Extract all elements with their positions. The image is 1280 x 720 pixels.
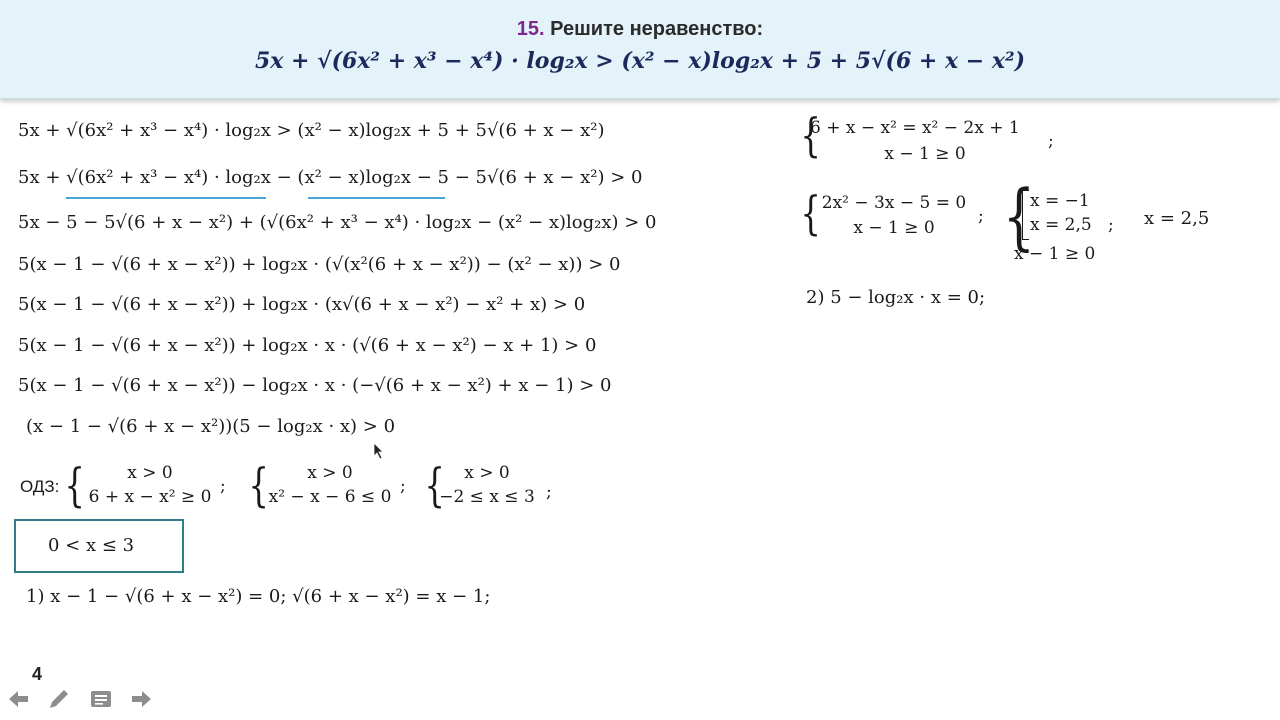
right-separator-c: ; <box>1108 215 1114 235</box>
case-2: 2) 5 − log₂x · x = 0; <box>806 287 986 308</box>
pen-icon[interactable] <box>46 686 72 712</box>
forward-arrow-icon[interactable] <box>128 686 154 712</box>
right-separator-a: ; <box>1048 131 1054 151</box>
task-header <box>0 0 1280 99</box>
odz-separator-1: ; <box>220 476 226 496</box>
task-title <box>0 18 1280 41</box>
sysA-row1: 6 + x − x² = x² − 2x + 1 <box>810 118 1020 138</box>
brace-system-a: { <box>800 108 821 162</box>
odz-label: ОДЗ: <box>20 477 60 496</box>
sysC-set-row2: x = 2,5 <box>1030 215 1092 235</box>
mouse-cursor-icon <box>373 442 385 460</box>
step-7: 5(x − 1 − √(6 + x − x²)) − log₂x · x · (−√(6 + x − x²) + x − 1) > 0 <box>18 375 612 396</box>
domain-result: 0 < x ≤ 3 <box>48 535 135 556</box>
brace-odz-3: { <box>424 458 445 512</box>
set-bracket <box>1022 190 1029 240</box>
sysC-condition: x − 1 ≥ 0 <box>1014 244 1096 264</box>
task-title-text: Решите неравенство: <box>550 18 764 40</box>
step-4: 5(x − 1 − √(6 + x − x²)) + log₂x · (√(x²(6 + x − x²)) − (x² − x)) > 0 <box>18 254 621 275</box>
right-separator-b: ; <box>978 206 984 226</box>
slide-number: 4 <box>32 664 43 684</box>
brace-odz-2: { <box>248 458 269 512</box>
step-5: 5(x − 1 − √(6 + x − x²)) + log₂x · (x√(6 + x − x²) − x² + x) > 0 <box>18 294 586 315</box>
step-1: 5x + √(6x² + x³ − x⁴) · log₂x > (x² − x)log₂x + 5 + 5√(6 + x − x²) <box>18 120 605 141</box>
brace-system-b: { <box>800 186 821 240</box>
task-number: 15. <box>516 18 545 40</box>
case-1: 1) x − 1 − √(6 + x − x²) = 0; √(6 + x − x²) = x − 1; <box>26 586 491 607</box>
brace-odz-1: { <box>64 458 85 512</box>
odz3-row2: −2 ≤ x ≤ 3 <box>439 487 535 507</box>
odz1-row1: x > 0 <box>127 463 173 483</box>
back-arrow-icon[interactable] <box>6 686 32 712</box>
brace-system-c: { <box>1002 174 1035 258</box>
step-3: 5x − 5 − 5√(6 + x − x²) + (√(6x² + x³ − x⁴) · log₂x − (x² − x)log₂x) > 0 <box>18 212 657 233</box>
odz1-row2: 6 + x − x² ≥ 0 <box>88 487 212 507</box>
odz-separator-3: ; <box>546 482 552 502</box>
task-formula: 5x + √(6x² + x³ − x⁴) · log₂x > (x² − x)log₂x + 5 + 5√(6 + x − x²) <box>254 48 1026 74</box>
sysA-row2: x − 1 ≥ 0 <box>884 144 966 164</box>
right-answer: x = 2,5 <box>1144 208 1210 229</box>
sysB-row1: 2x² − 3x − 5 = 0 <box>821 193 967 213</box>
odz-separator-2: ; <box>400 476 406 496</box>
menu-icon[interactable] <box>88 686 114 712</box>
sysB-row2: x − 1 ≥ 0 <box>853 218 935 238</box>
sysC-set-row1: x = −1 <box>1030 191 1090 211</box>
odz3-row1: x > 0 <box>464 463 510 483</box>
step-8: (x − 1 − √(6 + x − x²))(5 − log₂x · x) > 0 <box>26 416 396 437</box>
odz2-row2: x² − x − 6 ≤ 0 <box>268 487 392 507</box>
odz2-row1: x > 0 <box>307 463 353 483</box>
underline-right <box>308 197 445 199</box>
domain-result-box <box>14 519 184 573</box>
underline-left <box>66 197 266 199</box>
step-2: 5x + √(6x² + x³ − x⁴) · log₂x − (x² − x)log₂x − 5 − 5√(6 + x − x²) > 0 <box>18 167 643 188</box>
step-6: 5(x − 1 − √(6 + x − x²)) + log₂x · x · (√(6 + x − x²) − x + 1) > 0 <box>18 335 597 356</box>
